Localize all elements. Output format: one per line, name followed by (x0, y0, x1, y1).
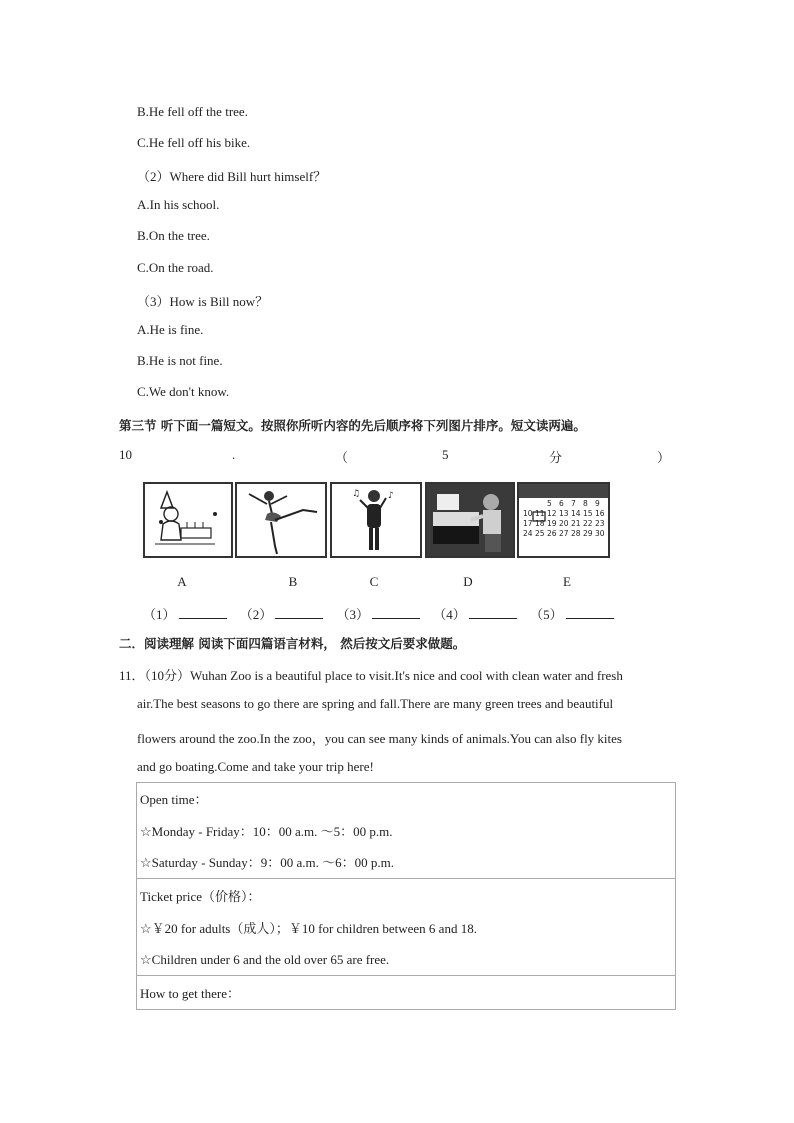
ticket-price-title: Ticket price（价格）： (140, 889, 261, 904)
weekday-hours: ☆Monday - Friday：10：00 a.m. ～5：00 p.m. (140, 824, 393, 839)
blank-5-label: （5） (530, 607, 563, 622)
calendar-day: 14 (571, 509, 581, 518)
calendar-day: 27 (559, 529, 569, 538)
blank-3-field[interactable] (372, 606, 420, 619)
weekend-hours: ☆Saturday - Sunday：9：00 a.m. ～6：00 p.m. (140, 855, 394, 870)
part2-heading: 二．阅读理解 阅读下面四篇语言材料， 然后按文后要求做题。 (119, 636, 466, 651)
table-row-open-time (137, 783, 676, 879)
q10-unit: 分 (549, 450, 563, 465)
calendar-day: 25 (535, 529, 545, 538)
directions-title: How to get there： (140, 986, 241, 1001)
open-time-cell (137, 783, 676, 879)
calendar-day: 8 (583, 499, 588, 508)
calendar-day: 16 (595, 509, 605, 518)
picture-c-singer (330, 482, 422, 558)
blank-4-label: （4） (433, 607, 466, 622)
calendar-day: 28 (571, 529, 581, 538)
blank-2-label: （2） (239, 607, 273, 622)
free-admission: ☆Children under 6 and the old over 65 are free. (140, 952, 390, 967)
table-row-ticket-price (137, 879, 676, 976)
q10-dot: . (232, 447, 236, 462)
q2-option-c: C.On the road. (137, 260, 214, 275)
blank-1-field[interactable] (179, 606, 227, 619)
picture-label-a: A (177, 574, 187, 589)
blank-3-label: （3） (336, 607, 370, 622)
calendar-day: 19 (547, 519, 557, 528)
calendar-day: 10 (523, 509, 533, 518)
calendar-day: 22 (583, 519, 593, 528)
table-row-directions (137, 976, 676, 1010)
picture-label-d: D (463, 574, 473, 589)
q10-open-paren: （ (335, 450, 349, 465)
open-time-title: Open time： (140, 792, 208, 807)
picture-label-e: E (563, 574, 571, 589)
calendar-day: 13 (559, 509, 569, 518)
picture-a-birthday (143, 482, 233, 558)
calendar-day: 11 (535, 509, 545, 518)
calendar-day: 9 (595, 499, 600, 508)
q3-option-b: B.He is not fine. (137, 353, 223, 368)
calendar-day: 26 (547, 529, 557, 538)
q10-close-paren: ） (657, 450, 671, 465)
section3-heading: 第三节 听下面一篇短文。按照你所听内容的先后顺序将下列图片排序。短文读两遍。 (119, 418, 586, 433)
calendar-day: 15 (583, 509, 593, 518)
q2-question: （2）Where did Bill hurt himself？ (137, 169, 327, 184)
q11-line-2: air.The best seasons to go there are spring and fall.There are many green trees and beautiful (137, 696, 614, 711)
blank-2-field[interactable] (275, 606, 323, 619)
answer-blanks (143, 604, 624, 623)
q2-option-a: A.In his school. (137, 197, 220, 212)
q11-line-3: flowers around the zoo.In the zoo，you can see many kinds of animals.You can also fly kites (137, 731, 622, 746)
q3-option-c: C.We don't know. (137, 384, 230, 399)
blank-1-label: （1） (143, 607, 176, 622)
picture-label-b: B (288, 574, 298, 589)
calendar-day: 21 (571, 519, 581, 528)
svg-text:♪: ♪ (388, 491, 394, 501)
blank-5-field[interactable] (566, 606, 614, 619)
calendar-day: 6 (559, 499, 564, 508)
question-10-header (119, 447, 669, 465)
q10-points: 5 (442, 447, 449, 462)
calendar-day: 29 (583, 529, 593, 538)
svg-text:♫: ♫ (352, 489, 361, 499)
ticket-price-cell (137, 879, 676, 976)
picture-label-c: C (369, 574, 379, 589)
calendar-day: 24 (523, 529, 533, 538)
q2-option-b: B.On the tree. (137, 228, 210, 243)
q1-option-c: C.He fell off his bike. (137, 135, 251, 150)
calendar-day: 12 (547, 509, 557, 518)
blank-4-field[interactable] (469, 606, 517, 619)
calendar-day: 17 (523, 519, 533, 528)
calendar-day: 20 (559, 519, 569, 528)
q1-option-b: B.He fell off the tree. (137, 104, 248, 119)
calendar-day: 7 (571, 499, 576, 508)
directions-cell (137, 976, 676, 1010)
calendar-day: 5 (547, 499, 552, 508)
calendar-day: 18 (535, 519, 545, 528)
q11-first-line: 11．（10分）Wuhan Zoo is a beautiful place to visit.It's nice and cool with clean water and fresh (119, 668, 623, 683)
calendar-day: 30 (595, 529, 605, 538)
adult-child-price: ☆￥20 for adults（成人）；￥10 for children between 6 and 18. (140, 921, 477, 936)
calendar-day: 23 (595, 519, 605, 528)
q11-line-4: and go boating.Come and take your trip here! (137, 759, 374, 774)
picture-e-calendar (517, 482, 610, 558)
q10-number: 10 (119, 447, 132, 462)
picture-d-piano-player (425, 482, 515, 558)
picture-b-ballet-dancer (235, 482, 327, 558)
q3-option-a: A.He is fine. (137, 322, 204, 337)
q3-question: （3）How is Bill now？ (137, 294, 269, 309)
zoo-info-table (136, 782, 676, 1010)
